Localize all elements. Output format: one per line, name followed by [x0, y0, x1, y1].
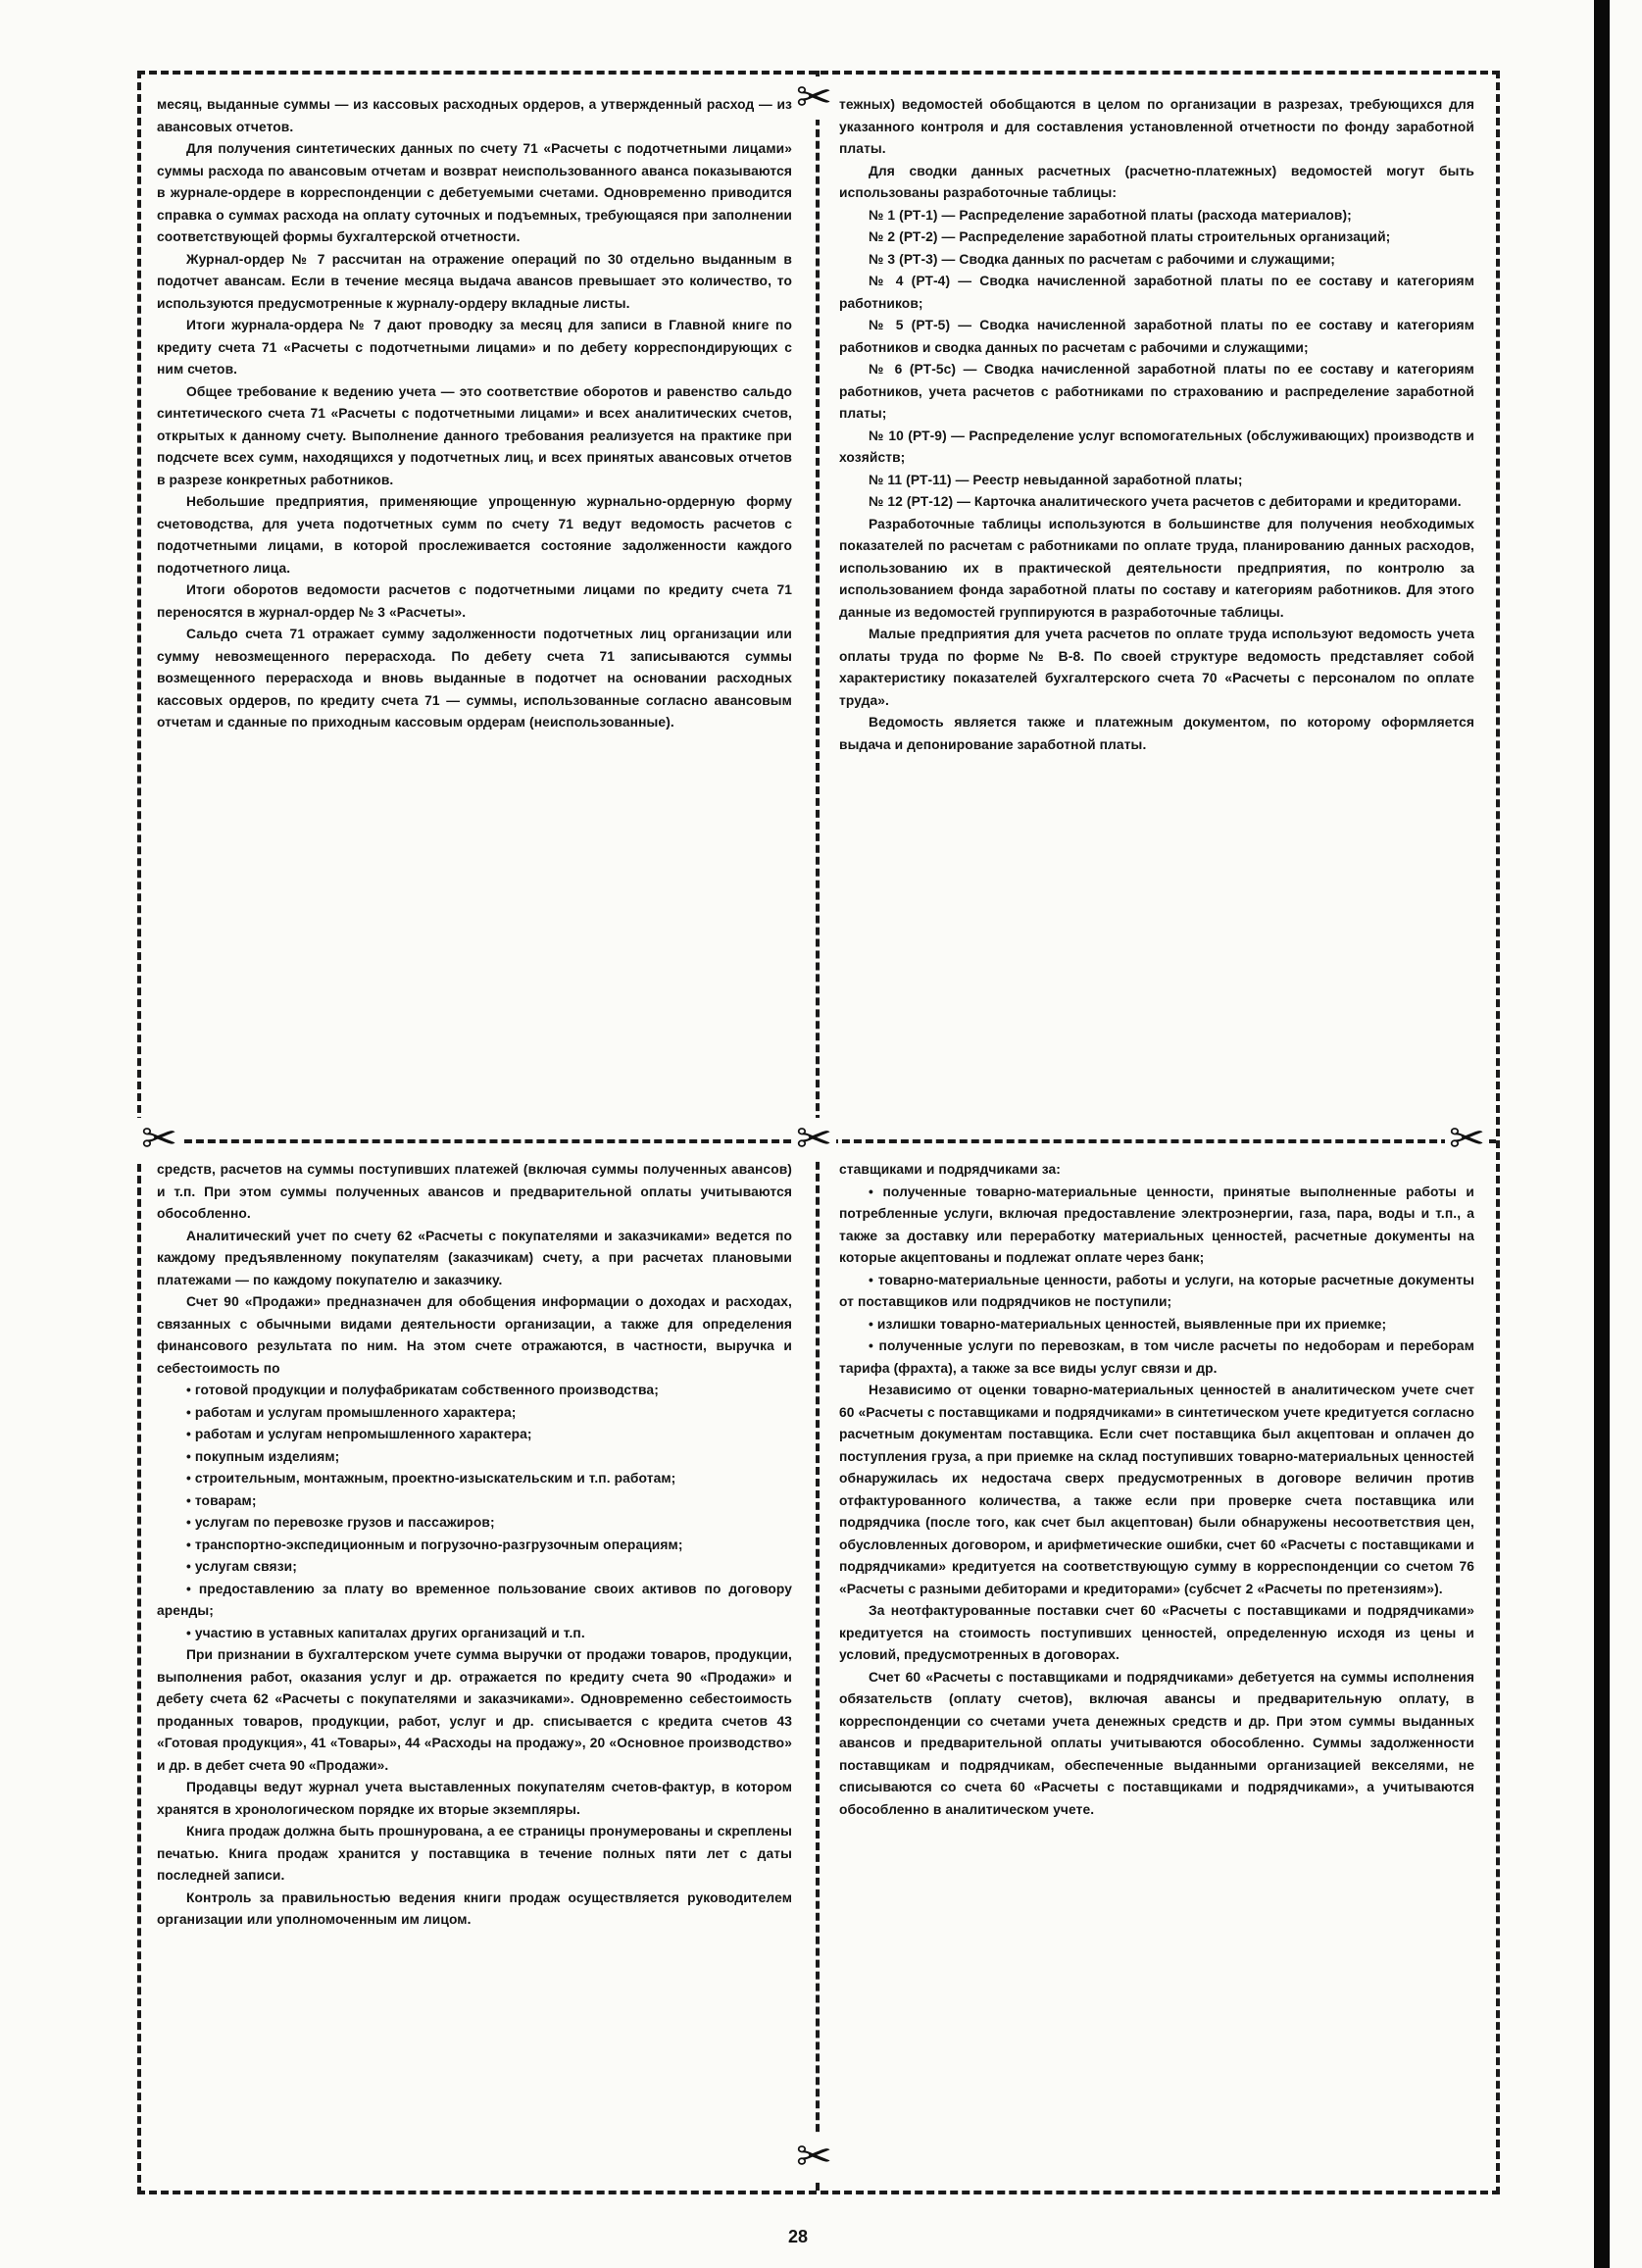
text-block-bottom-left [157, 1159, 792, 2169]
page-number: 28 [787, 2227, 809, 2246]
paragraph: Продавцы ведут журнал учета выставленных покупателям счетов-фактур, в котором хранятся в хронологическом порядке их вторые экземпляры. [157, 1780, 792, 1817]
paragraph: Общее требование к ведению учета — это соответствие оборотов и равенство сальдо синтетического счета 71 «Расчеты с подотчетными лицами» и всех аналитических счетов, открытых к данному счету. Выполнение данного требования реализуется на практике при подсчете всех сумм, находящихся у подотчетных лиц, и всех принятых авансовых отчетов в разрезе конкретных работников. [157, 383, 792, 487]
list-item: • излишки товарно-материальных ценностей, выявленные при их приемке; [869, 1316, 1387, 1332]
paragraph: Независимо от оценки товарно-материальных ценностей в аналитическом учете счет 60 «Расчеты с поставщиками и подрядчиками» в синтетическом учете кредитуется согласно расчетным документам поставщика. Если счет поставщика был акцептован и оплачен до поступления груза, а при приемке на склад поступивших товарно-материальных ценностей обнаружилась их недостача сверх предусмотренных в договоре величин против отфактурованного количества, а также если при проверке счета поставщика или подрядчика (после того, как счет был акцептован) были обнаружены несоответствия цен, обусловленных договором, и арифметические ошибки, счет 60 «Расчеты с поставщиками и подрядчиками» кредитуется на соответствующую сумму в корреспонденции со счетом 76 «Расчеты с разными дебиторами и кредиторами» (субсчет 2 «Расчеты по претензиям»). [839, 1383, 1474, 1596]
scissors-icon: ✂ [1445, 1118, 1489, 1161]
list-item: № 6 (РТ-5с) — Сводка начисленной заработной платы по ее составу и категориям работников, учета расчетов с работниками по страхованию и распределение заработной платы; [839, 362, 1474, 421]
list-item: № 5 (РТ-5) — Сводка начисленной заработной платы по ее составу и категориям работников и сводка данных по расчетам с рабочими и служащими; [839, 318, 1474, 355]
text-block-top-right [839, 94, 1474, 1120]
list-item: • услугам по перевозке грузов и пассажиров; [186, 1515, 495, 1530]
paragraph: Журнал-ордер № 7 рассчитан на отражение операций по 30 отдельно выданным в подотчет авансам. Если в течение месяца выдача авансов превышает это количество, то используются предусмотренные к журналу-ордеру вкладные листы. [157, 251, 792, 311]
paragraph: Ведомость является также и платежным документом, по которому оформляется выдача и депонирование заработной платы. [839, 715, 1474, 752]
paragraph: тежных) ведомостей обобщаются в целом по организации в разрезах, требующихся для указанного контроля и для составления установленной отчетности по фонду заработной платы. [839, 97, 1474, 156]
list-item: • работам и услугам промышленного характера; [186, 1404, 517, 1420]
paragraph: Для сводки данных расчетных (расчетно-платежных) ведомостей могут быть использованы разработочные таблицы: [839, 163, 1474, 200]
list-item: • полученные товарно-материальные ценности, принятые выполненные работы и потребленные услуги, включая предоставление электроэнергии, газа, пара, воды и т.п., а также за доставку или переработку материальных ценностей, расчетные документы на которые акцептованы и подлежат оплате через банк; [839, 1184, 1474, 1265]
paragraph: Разработочные таблицы используются в большинстве для получения необходимых показателей по расчетам с работниками по оплате труда, планированию данных расходов, использованию их в практической деятельности предприятия, по контролю за использованием фонда заработной платы по составу и категориям работников. Для этого данные из ведомостей группируются в разработочные таблицы. [839, 516, 1474, 620]
list-item: № 1 (РТ-1) — Распределение заработной платы (расхода материалов); [869, 207, 1352, 223]
paragraph: Контроль за правильностью ведения книги продаж осуществляется руководителем организации или уполномоченным им лицом. [157, 1890, 792, 1927]
text-block-bottom-right [839, 1159, 1474, 2169]
scissors-icon: ✂ [792, 2136, 836, 2179]
paragraph: Итоги оборотов ведомости расчетов с подотчетными лицами по кредиту счета 71 переносятся в журнал-ордер № 3 «Расчеты». [157, 582, 792, 620]
paragraph: Счет 90 «Продажи» предназначен для обобщения информации о доходах и расходах, связанных с обычными видами деятельности организации, а также для определения финансового результата по ним. На этом счете отражаются, в частности, выручка и себестоимость по [157, 1294, 792, 1376]
paragraph: средств, расчетов на суммы поступивших платежей (включая суммы полученных авансов) и т.п. При этом суммы полученных авансов и предварительной оплаты учитываются обособленно. [157, 1162, 792, 1221]
scissors-icon: ✂ [792, 76, 836, 120]
list-item: • покупным изделиям; [186, 1448, 340, 1464]
list-item: № 12 (РТ-12) — Карточка аналитического учета расчетов с дебиторами и кредиторами. [869, 494, 1462, 509]
scissors-icon: ✂ [137, 1118, 181, 1161]
paragraph: Сальдо счета 71 отражает сумму задолженности подотчетных лиц организации или сумму невозмещенного перерасхода. По дебету счета 71 записываются суммы возмещенного перерасхода и вновь выданные в подотчет на основании расходных кассовых ордеров, по кредиту счета 71 — суммы, использованные согласно авансовым отчетам и сданные по приходным кассовым ордерам (неиспользованные). [157, 627, 792, 730]
paragraph: Небольшие предприятия, применяющие упрощенную журнально-ордерную форму счетоводства, для учета подотчетных сумм по счету 71 ведут ведомость расчетов с подотчетными лицами, в которой прослеживается состояние задолженности каждого подотчетного лица. [157, 494, 792, 576]
list-item: • работам и услугам непромышленного характера; [186, 1427, 532, 1441]
list-item: • транспортно-экспедиционным и погрузочно-разгрузочным операциям; [186, 1537, 683, 1552]
list-item: № 10 (РТ-9) — Распределение услуг вспомогательных (обслуживающих) производств и хозяйств; [839, 428, 1474, 465]
list-item: • услугам связи; [186, 1559, 297, 1574]
list-item: • товарно-материальные ценности, работы и услуги, на которые расчетные документы от поставщиков или подрядчиков не поступили; [839, 1272, 1474, 1309]
text-block-top-left [157, 94, 792, 1120]
paragraph: ставщиками и подрядчиками за: [839, 1162, 1061, 1177]
list-item: № 3 (РТ-3) — Сводка данных по расчетам с рабочими и служащими; [869, 251, 1336, 267]
scan-edge-bar [1594, 0, 1610, 2268]
list-item: • строительным, монтажным, проектно-изыскательским и т.п. работам; [186, 1471, 676, 1486]
paragraph: Книга продаж должна быть прошнурована, а ее страницы пронумерованы и скреплены печатью. Книга продаж хранится у поставщика в течение полных пяти лет с даты последней записи. [157, 1824, 792, 1883]
paragraph: Счет 60 «Расчеты с поставщиками и подрядчиками» дебетуется на суммы исполнения обязательств (оплату счетов), включая авансы и предварительную оплату, в корреспонденции со счетами учета денежных средств и др. При этом суммы выданных авансов и предварительной оплаты учитываются обособленно. Суммы задолженности поставщикам и подрядчикам, обеспеченные выданными организацией векселями, не списываются со счета 60 «Расчеты с поставщиками и подрядчиками», а учитываются обособленно в аналитическом учете. [839, 1669, 1474, 1817]
list-item: • полученные услуги по перевозкам, в том числе расчеты по недоборам и переборам тарифа (фрахта), а также за все виды услуг связи и др. [839, 1338, 1474, 1376]
list-item: № 11 (РТ-11) — Реестр невыданной заработной платы; [869, 472, 1243, 487]
scissors-icon: ✂ [792, 1118, 836, 1161]
list-item: № 2 (РТ-2) — Распределение заработной платы строительных организаций; [869, 229, 1391, 244]
list-item: • участию в уставных капиталах других организаций и т.п. [186, 1625, 585, 1640]
paragraph: месяц, выданные суммы — из кассовых расходных ордеров, а утвержденный расход — из авансовых отчетов. [157, 97, 792, 134]
list-item: • товарам; [186, 1492, 257, 1508]
list-item: № 4 (РТ-4) — Сводка начисленной заработной платы по ее составу и категориям работников; [839, 274, 1474, 311]
paragraph: При признании в бухгалтерском учете сумма выручки от продажи товаров, продукции, выполнения работ, оказания услуг и др. отражается по кредиту счета 90 «Продажи» и дебету счета 62 «Расчеты с покупателями и заказчиками». Одновременно себестоимость проданных товаров, продукции, работ, услуг и др. списывается с кредита счетов 43 «Готовая продукция», 41 «Товары», 44 «Расходы на продажу», 20 «Основное производство» и др. в дебет счета 90 «Продажи». [157, 1647, 792, 1773]
paragraph: За неотфактурованные поставки счет 60 «Расчеты с поставщиками и подрядчиками» кредитуется на стоимость поступивших ценностей, определенную исходя из цены и условий, предусмотренных в договорах. [839, 1603, 1474, 1662]
list-item: • готовой продукции и полуфабрикатам собственного производства; [186, 1383, 659, 1397]
list-item: • предоставлению за плату во временное пользование своих активов по договору аренды; [157, 1581, 792, 1618]
paragraph: Аналитический учет по счету 62 «Расчеты с покупателями и заказчиками» ведется по каждому предъявленному покупателям (заказчикам) счету, а при расчетах плановыми платежами — по каждому покупателю и заказчику. [157, 1228, 792, 1287]
paragraph: Для получения синтетических данных по счету 71 «Расчеты с подотчетными лицами» суммы расхода по авансовым отчетам и возврат неиспользованного аванса показываются в журнале-ордере в корреспонденции с дебетуемыми счетами. Одновременно приводится справка о суммах расхода на оплату суточных и подъемных, требующаяся при заполнении соответствующей формы бухгалтерской отчетности. [157, 141, 792, 244]
paragraph: Малые предприятия для учета расчетов по оплате труда используют ведомость учета оплаты труда по форме № В-8. По своей структуре ведомость представляет собой характеристику показателей бухгалтерского счета 70 «Расчеты с персоналом по оплате труда». [839, 627, 1474, 708]
paragraph: Итоги журнала-ордера № 7 дают проводку за месяц для записи в Главной книге по кредиту счета 71 «Расчеты с подотчетными лицами» и по дебету корреспондирующих с ним счетов. [157, 318, 792, 377]
